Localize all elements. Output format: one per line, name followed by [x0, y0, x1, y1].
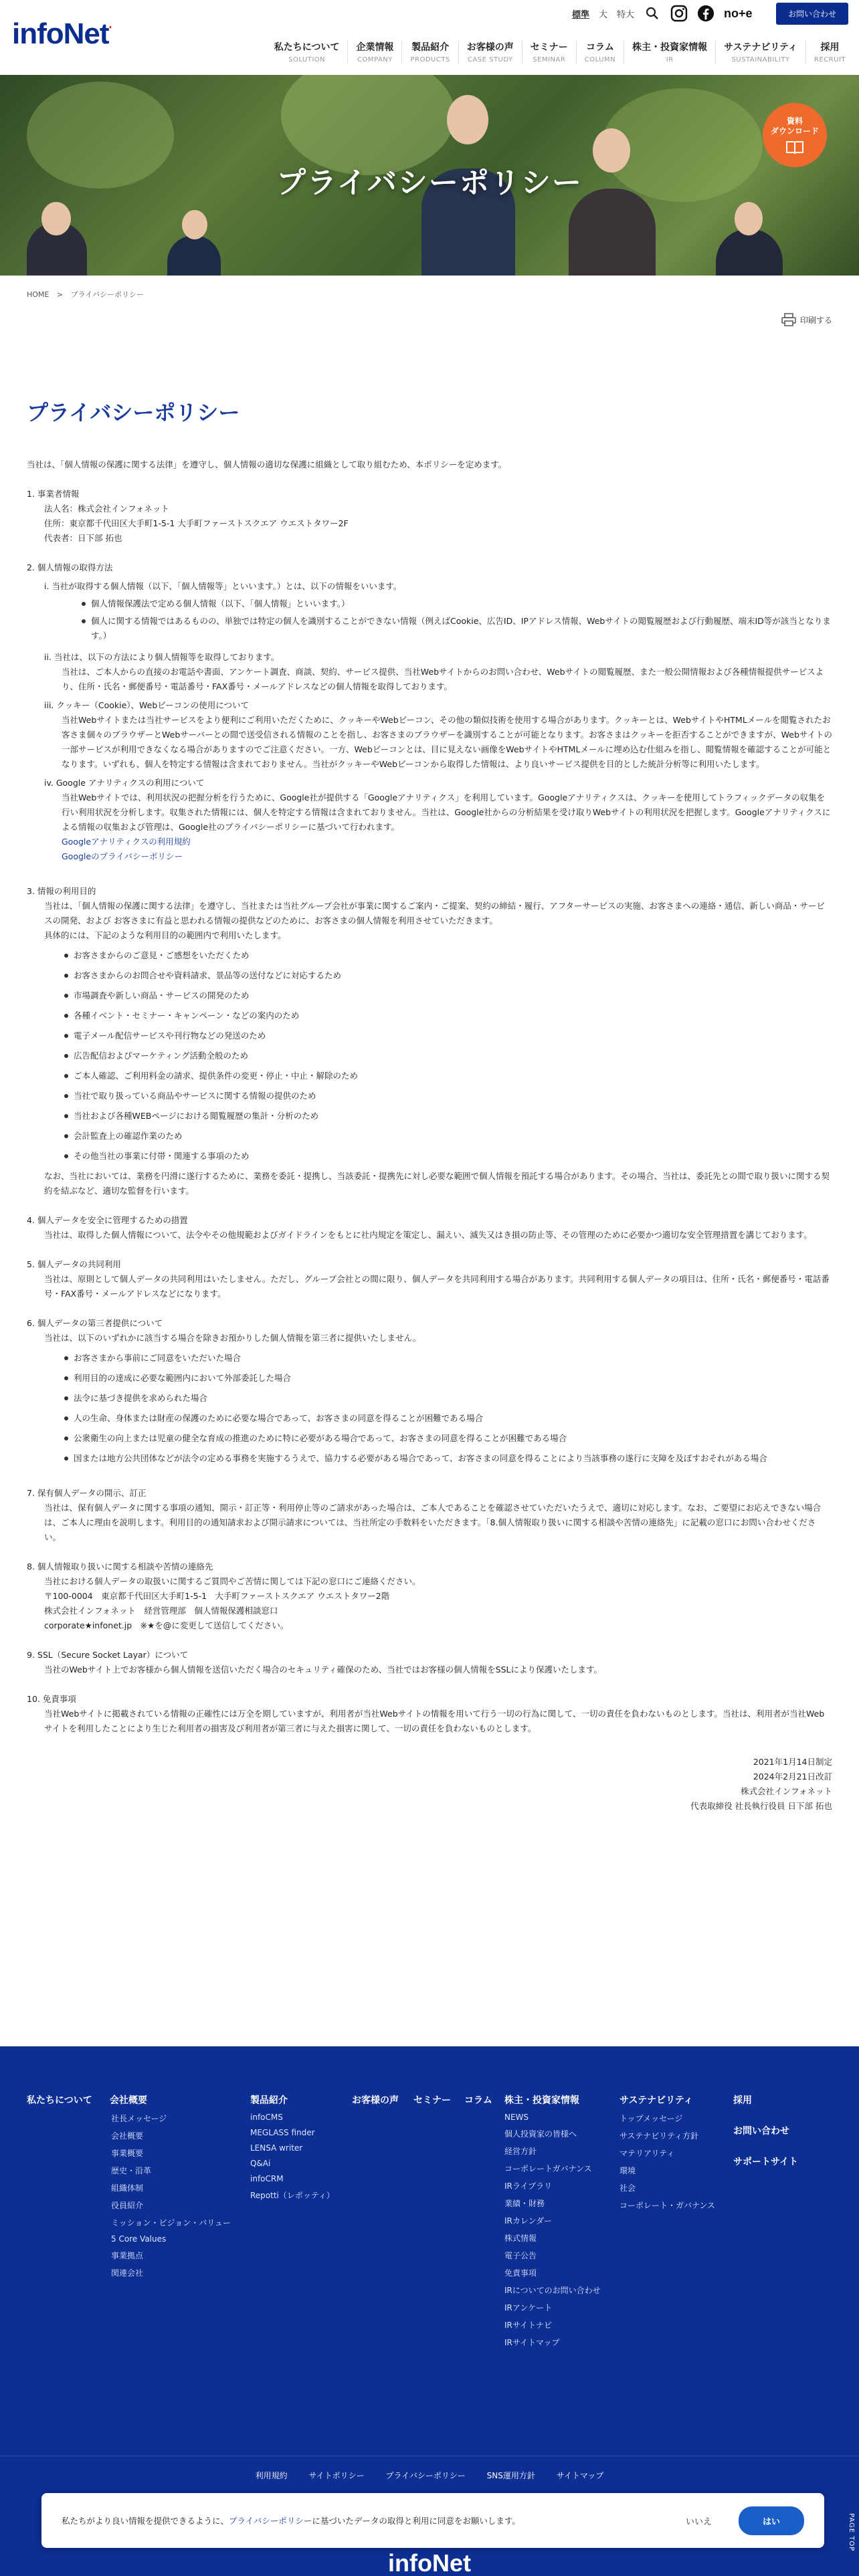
footer-col-sustainability — [619, 2093, 715, 2211]
list-item: 公衆衛生の向上または児童の健全な育成の推進のために特に必要がある場合であって、お客さまの同意を得ることが困難である場合 — [74, 1431, 832, 1446]
footer-link[interactable]: 5 Core Values — [111, 2234, 167, 2244]
footer-link[interactable]: 社長メッセージ — [111, 2114, 167, 2123]
footer-link[interactable]: 会社概要 — [111, 2131, 144, 2141]
footer-link[interactable]: IRライブラリ — [504, 2181, 553, 2191]
list-item: お客さまからのご意見・ご感想をいただくため — [74, 948, 832, 963]
cookie-accept-button[interactable]: はい — [739, 2506, 804, 2535]
footer-link[interactable]: 個人投資家の皆様へ — [504, 2129, 577, 2139]
footer-link[interactable]: コーポレートガバナンス — [504, 2164, 592, 2173]
page-title: プライバシーポリシー — [27, 400, 240, 425]
footer-link[interactable]: 業績・財務 — [504, 2199, 545, 2208]
section-2: 2. 個人情報の取得方法 i. 当社が取得する個人情報（以下、「個人情報等」といいます。）とは、以下の情報をいいます。 個人情報保護法で定める個人情報（以下、「個人情報」といいます。） 個人に関する情報ではあるものの、単独では特定の個人を識別することができない情報（例えばCookie、広告ID、IPアドレス情報、Webサイトの閲覧履歴および行動履歴、端末ID等が該当となります。） ii. 当社は、以下の方法により個人情報等を取得しております。 当社は、ご本人からの直接のお電話や書面、アンケート調査、商談、契約、サービス提供、当社Webサイトからのお問い合わせ、Webサイトの閲覧履歴、また一般公開情報および各種情報提供サービスより、住所・氏名・郵便番号・電話番号・FAX番号・メールアドレスなどの個人情報を取得しております。 iii. クッキー（Cookie）、Webビーコンの使用について 当社Webサイトまたは当社サービスをより便利にご利用いただくために、クッキーやWebビーコン、その他の類似技術を使用する場合があります。クッキーとは、WebサイトやHTMLメールを閲覧されたお客さま個々のブラウザーとWebサーバーとの間で送受信される情報のことを指し、お客さまのブラウザーを識別することが可能となります。お客さまはクッキーを拒否することができますが、Webサイトの一部サービスが利用できなくなる場合がありますのでご注意ください。一方、Webビーコンとは、目に見えない画像をWebサイトやHTMLメールに埋め込む仕組みを指し、閲覧情報を確認することが可能となります。いずれも、個人を特定する情報は含まれておりません。当社がクッキーやWebビーコンから取得した情報は、より良いサービス提供を目的とした統計分析等に利用いたします。 iv. Google アナリティクスの利用について 当社Webサイトでは、利用状況の把握分析を行うために、Google社が提供する「Googleアナリティクス」を利用しています。Googleアナリティクスは、クッキーを使用してトラフィックデータの収集を行い利用状況を分析します。収集された情報には、個人を特定する情報は含まれておりません。当社は、Google社からの分析結果を受け取りWebサイトの利用状況を把握します。Googleアナリティクスによる情報の収集および管理は、Google社のプライバシーポリシーに基づいて行われます。 Googleアナリティクスの利用規約 Googleのプライバシーポリシー — [27, 562, 833, 861]
footer-link-solution[interactable]: 私たちについて — [27, 2095, 92, 2106]
google-privacy-link[interactable]: Googleのプライバシーポリシー — [62, 851, 183, 861]
breadcrumb: HOME > プライバシーポリシー — [27, 290, 145, 299]
list-item: お客さまからのお問合せや資料請求、景品等の送付などに対応するため — [74, 968, 832, 983]
footer-link-seminar[interactable]: セミナー — [413, 2095, 451, 2106]
font-size-xlarge[interactable]: 特大 — [616, 9, 634, 20]
footer-link[interactable]: 歴史・沿革 — [111, 2166, 152, 2175]
breadcrumb-current: プライバシーポリシー — [70, 290, 145, 299]
footer-bottom-links — [0, 2456, 859, 2481]
hero-title: プライバシーポリシー — [276, 166, 583, 200]
breadcrumb-home[interactable]: HOME — [27, 290, 50, 299]
ga-terms-link[interactable]: Googleアナリティクスの利用規約 — [62, 837, 191, 847]
footer-col-ir — [504, 2093, 601, 2348]
list-item: 電子メール配信サービスや刊行物などの発送のため — [74, 1029, 832, 1043]
section-1: 1. 事業者情報 法人名：株式会社インフォネット 住所：東京都千代田区大手町1-5-1 大手町ファーストスクエア ウエストタワー2F 代表者：日下部 拓也 — [27, 489, 349, 543]
list-item: 法令に基づき提供を求められた場合 — [74, 1391, 832, 1406]
footer-col-column — [464, 2093, 492, 2107]
footer-link[interactable]: infoCMS — [250, 2113, 283, 2122]
footer-link-support[interactable]: サポートサイト — [733, 2157, 799, 2167]
footer-link[interactable]: マテリアリティ — [619, 2149, 675, 2158]
download-badge[interactable]: 資料 ダウンロード — [763, 103, 827, 167]
nav-solution[interactable]: 私たちについて SOLUTION — [274, 42, 340, 64]
footer-col-misc — [733, 2093, 798, 2168]
footer-col-case — [352, 2093, 399, 2107]
footer-link[interactable]: 役員紹介 — [111, 2201, 144, 2210]
utility-bar — [572, 3, 848, 24]
footer-link-sustainability[interactable]: サステナビリティ — [619, 2095, 693, 2106]
section-10: 10. 免責事項 当社Webサイトに掲載されている情報の正確性には万全を期していますが、利用者が当社Webサイトの情報を用いて行う一切の行為に関して、一切の責任を負わないものとします。当社は、利用者が当社Webサイトを利用したことにより生じた利用者の損害及び利用者が第三者に与えた損害に関して、一切の責任を負わないものとします。 — [27, 1694, 825, 1733]
list-item: 人の生命、身体または財産の保護のために必要な場合であって、お客さまの同意を得ることが困難である場合 — [74, 1411, 832, 1426]
footer-link[interactable]: サステナビリティ方針 — [619, 2131, 699, 2141]
footer-link-company[interactable]: 会社概要 — [110, 2095, 147, 2106]
nav-company[interactable]: 企業情報 COMPANY — [347, 40, 401, 64]
footer-link[interactable]: LENSA writer — [250, 2143, 303, 2153]
footer-link-recruit[interactable]: 採用 — [733, 2095, 752, 2106]
nav-seminar[interactable]: セミナー SEMINAR — [522, 40, 576, 64]
footer-col-solution — [27, 2093, 92, 2107]
footer-col-company — [110, 2093, 231, 2278]
contact-button[interactable]: お問い合わせ — [776, 3, 848, 25]
footer-link[interactable]: 関連会社 — [111, 2268, 144, 2278]
list-item: 利用目的の達成に必要な範囲内において外部委託した場合 — [74, 1371, 832, 1386]
section-5: 5. 個人データの共同利用 当社は、原則として個人データの共同利用はいたしません。ただし、グループ会社との間に限り、個人データを共同利用する場合があります。共同利用する個人データの項目は、住所・氏名・郵便番号・電話番号・FAX番号・メールアドレスなどになります。 — [27, 1259, 830, 1299]
cookie-message: 私たちがより良い情報を提供できるように、プライバシーポリシーに基づいたデータの取得と利用に同意をお願いします。 — [62, 2516, 520, 2526]
nav-recruit[interactable]: 採用 RECRUIT — [805, 40, 854, 64]
list-item: お客さまから事前にご同意をいただいた場合 — [74, 1351, 832, 1366]
book-icon — [785, 139, 805, 155]
cookie-consent-banner — [41, 2493, 824, 2548]
footer-link-products[interactable]: 製品紹介 — [250, 2095, 288, 2106]
person-photo — [569, 189, 656, 276]
footer-link-site-policy[interactable]: サイトポリシー — [308, 2471, 365, 2480]
section-8: 8. 個人情報取り扱いに関する相談や苦情の連絡先 当社における個人データの取扱いに関するご質問やご苦情に関しては下記の窓口にご連絡ください。 〒100-0004 東京都千代田区大手町1-5-1 大手町ファーストスクエア ウエストタワー2階 株式会社インフォネット 経営管理部 個人情報保護相談窓口 corporate★infonet.jp ※★を@に変更して送信してください。 — [27, 1562, 421, 1630]
list-item: 個人情報保護法で定める個人情報（以下、「個人情報」といいます。） — [91, 597, 832, 611]
section-3: 3. 情報の利用目的 当社は、「個人情報の保護に関する法律」を遵守し、当社または当社グループ会社が事業に関するご案内・ご提案、契約の締結・履行、アフターサービスの実施、お客さまへの連絡・通信、新しい商品・サービスの開発、および お客さまに有益と思われる情報の提供などのために、お客さまの個人情報を利用させていただきます。 具体的には、下記のような利用目的の範囲内で利用いたします。 お客さまからのご意見・ご感想をいただくため お客さまからのお問合せや資料請求、景品等の送付などに対応するため 市場調査や新しい商品・サービスの開発のため 各種イベント・セミナー・キャンペーン・などの案内のため 電子メール配信サービスや刊行物などの発送のため 広告配信およびマーケティング活動全般のため ご本人確認、ご利用料金の請求、提供条件の変更・停止・中止・解除のため 当社で取り扱っている商品やサービスに関する情報の提供のため 当社および各種WEBページにおける閲覧履歴の集計・分析のため 会計監査上の確認作業のため その他当社の事業に付帯・関連する事項のため なお、当社においては、業務を円滑に遂行するために、業務を委託・提携し、当該委託・提携先に対し必要な範囲で個人情報を預託する場合があります。その場合、当社は、委託先との間で取り扱いに関する契約を結ぶなど、適切な監督を行います。 — [27, 884, 832, 1198]
nav-products[interactable]: 製品紹介 PRODUCTS — [401, 40, 458, 64]
policy-body — [27, 457, 832, 1814]
font-size-standard[interactable]: 標準 — [571, 9, 589, 20]
list-item: 当社で取り扱っている商品やサービスに関する情報の提供のため — [74, 1089, 832, 1103]
nav-case-study[interactable]: お客様の声 CASE STUDY — [458, 40, 522, 64]
printer-icon — [781, 313, 796, 326]
cookie-privacy-link[interactable]: プライバシーポリシー — [229, 2516, 312, 2526]
footer-link[interactable]: IRサイトナビ — [504, 2321, 553, 2330]
nav-sustainability[interactable]: サステナビリティ SUSTAINABILITY — [715, 40, 805, 64]
footer-link[interactable]: Q&Ai — [250, 2159, 271, 2168]
person-face — [182, 210, 207, 239]
site-header — [0, 0, 859, 75]
footer-link-case-study[interactable]: お客様の声 — [352, 2095, 399, 2106]
svg-text:no+e: no+e — [723, 7, 753, 20]
global-nav — [266, 40, 854, 64]
list-item: 当社および各種WEBページにおける閲覧履歴の集計・分析のため — [74, 1109, 832, 1123]
print-button[interactable]: 印刷する — [781, 313, 832, 326]
note-icon[interactable] — [724, 5, 767, 22]
section-6: 6. 個人データの第三者提供について 当社は、以下のいずれかに該当する場合を除きお預かりした個人情報を第三者に提供いたしません。 お客さまから事前にご同意をいただいた場合 利用目的の達成に必要な範囲内において外部委託した場合 法令に基づき提供を求められた場合 人の生命、身体または財産の保護のために必要な場合であって、お客さまの同意を得ることが困難である場合 公衆衛生の向上または児童の健全な育成の推進のために特に必要がある場合であって、お客さまの同意を得ることが困難である場合 国または地方公共団体などが法令の定める事務を実施するうえで、協力する必要がある場合であって、お客さまの同意を得ることにより当該事務の遂行に支障を及ぼすおそれがある場合 — [27, 1316, 832, 1466]
footer-col-seminar — [413, 2093, 451, 2107]
person-face — [447, 95, 488, 144]
font-size-large[interactable]: 大 — [598, 9, 607, 20]
footer-link[interactable]: 環境 — [619, 2166, 636, 2175]
intro-text: 当社は、「個人情報の保護に関する法律」を遵守し、個人情報の適切な保護に組織として取り組むため、本ポリシーを定めます。 — [27, 459, 507, 469]
footer-link-sitemap[interactable]: サイトマップ — [556, 2471, 604, 2480]
footer-link[interactable]: 株式情報 — [504, 2234, 537, 2243]
list-item: 個人に関する情報ではあるものの、単独では特定の個人を識別することができない情報（例えばCookie、広告ID、IPアドレス情報、Webサイトの閲覧履歴および行動履歴、端末ID等が該当となります。） — [91, 614, 832, 643]
footer-link-ir[interactable]: 株主・投資家情報 — [504, 2095, 579, 2106]
signature-block: 2021年1月14日制定 2024年2月21日改訂 株式会社インフォネット 代表取締役 社長執行役員 日下部 拓也 — [690, 1757, 832, 1811]
footer-link-column[interactable]: コラム — [464, 2095, 492, 2106]
site-logo[interactable]: infoNet. — [12, 17, 112, 50]
list-item: その他当社の事業に付帯・関連する事項のため — [74, 1149, 832, 1164]
page-top-button[interactable]: PAGE TOP — [848, 2513, 855, 2552]
footer-link[interactable]: 組織体制 — [111, 2183, 144, 2193]
footer-link[interactable]: 事業概要 — [111, 2149, 144, 2158]
third-party-list — [27, 1351, 832, 1466]
footer-link[interactable]: MEGLASS finder — [250, 2128, 315, 2137]
person-face — [41, 202, 71, 235]
hero-banner — [0, 75, 859, 276]
list-item: ご本人確認、ご利用料金の請求、提供条件の変更・停止・中止・解除のため — [74, 1069, 832, 1083]
footer-link[interactable]: NEWS — [504, 2113, 529, 2122]
footer-link[interactable]: 社会 — [619, 2183, 636, 2193]
footer-logo[interactable]: infoNet — [388, 2549, 471, 2576]
person-photo — [167, 235, 221, 276]
footer-link[interactable]: コーポレート・ガバナンス — [619, 2201, 716, 2210]
nav-column[interactable]: コラム COLUMN — [576, 40, 624, 64]
footer-link-sns[interactable]: SNS運用方針 — [486, 2471, 535, 2480]
footer-link[interactable]: infoCRM — [250, 2174, 284, 2183]
footer-col-products — [250, 2093, 335, 2201]
footer-link[interactable]: IRについてのお問い合わせ — [504, 2286, 601, 2295]
list-item: 市場調査や新しい商品・サービスの開発のため — [74, 988, 832, 1003]
footer-link[interactable]: IRカレンダー — [504, 2216, 553, 2226]
footer-link[interactable]: Repotti（レポッティ） — [250, 2191, 335, 2200]
footer-link-terms[interactable]: 利用規約 — [255, 2471, 288, 2480]
footer-link[interactable]: 事業拠点 — [111, 2251, 144, 2260]
list-item: 会計監査上の確認作業のため — [74, 1129, 832, 1144]
acquired-info-list — [27, 597, 832, 643]
footer-link-contact[interactable]: お問い合わせ — [733, 2126, 789, 2137]
section-4: 4. 個人データを安全に管理するための措置 当社は、取得した個人情報について、法令やその他規範およびガイドラインをもとに社内規定を策定し、漏えい、滅失又はき損の防止等、その管理のために必要かつ適切な安全管理措置を講じております。 — [27, 1215, 812, 1240]
facebook-icon[interactable] — [697, 5, 714, 22]
section-9: 9. SSL（Secure Socket Layar）について 当社のWebサイト上でお客様から個人情報を送信いただく場合のセキュリティ確保のため、当社ではお客様の個人情報をSSLにより保護いたします。 — [27, 1650, 602, 1675]
purpose-list — [27, 948, 832, 1164]
footer-link[interactable]: 免責事項 — [504, 2268, 537, 2278]
cookie-decline-button[interactable]: いいえ — [685, 2516, 712, 2527]
list-item: 各種イベント・セミナー・キャンペーン・などの案内のため — [74, 1008, 832, 1023]
footer-link[interactable]: 経営方針 — [504, 2147, 537, 2156]
footer-link[interactable]: IRサイトマップ — [504, 2338, 560, 2347]
list-item: 広告配信およびマーケティング活動全般のため — [74, 1049, 832, 1063]
footer-link[interactable]: IRアンケート — [504, 2303, 553, 2313]
search-icon[interactable] — [644, 5, 661, 22]
footer-link[interactable]: ミッション・ビジョン・バリュー — [111, 2218, 231, 2228]
list-item: 国または地方公共団体などが法令の定める事務を実施するうえで、協力する必要がある場合であって、お客さまの同意を得ることにより当該事務の遂行に支障を及ぼすおそれがある場合 — [74, 1451, 832, 1466]
footer-link[interactable]: 電子公告 — [504, 2251, 537, 2260]
footer-link[interactable]: トップメッセージ — [619, 2114, 683, 2123]
person-photo — [716, 229, 783, 276]
nav-ir[interactable]: 株主・投資家情報 IR — [624, 40, 715, 64]
footer-link-privacy[interactable]: プライバシーポリシー — [385, 2471, 466, 2480]
person-face — [735, 202, 763, 235]
section-7: 7. 保有個人データの開示、訂正 当社は、保有個人データに関する事項の通知、開示・訂正等・利用停止等のご請求があった場合は、ご本人であることを確認させていただいたうえで、適切に対応します。なお、ご要望にお応えできない場合は、ご本人に理由を説明します。利用目的の通知請求および開示請求については、当社所定の手数料をいただきます。「8.個人情報取り扱いに関する相談や苦情の連絡先」に記載の窓口にお問い合わせください。 — [27, 1488, 822, 1542]
instagram-icon[interactable] — [670, 5, 688, 22]
